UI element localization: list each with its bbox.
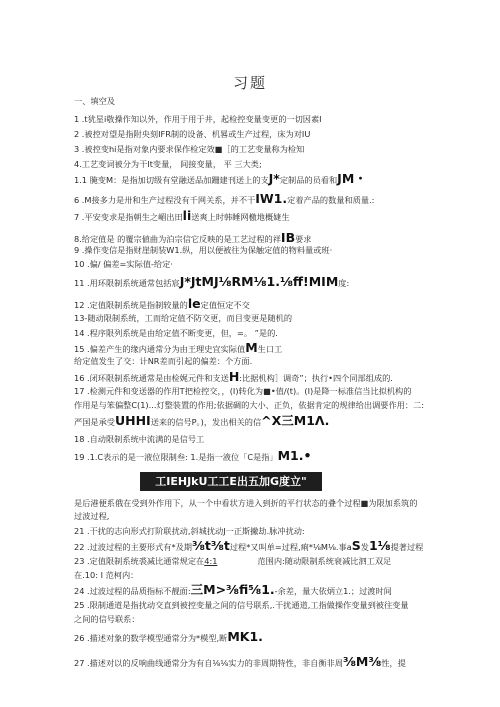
item-4: 4.工艺变词被分为干It变量， 间接变量， 平 三大类;: [74, 159, 262, 169]
item-5-bold: J*: [268, 171, 280, 186]
item-27: [74, 656, 406, 669]
item-23-ratio: 4:1: [204, 556, 218, 566]
item-7: [74, 210, 290, 223]
item-16-text: 16 .闭环限制系统通常是由检娓元件和支送: [74, 373, 229, 383]
item-7-text-b: 送爽上时韩睡网檄地概婕生: [191, 212, 290, 222]
item-25-cont: 之间的信号联系：: [74, 614, 140, 624]
item-7-bold: li: [182, 208, 192, 223]
item-15-bold: M: [245, 340, 258, 355]
item-23-text: 23 .定值限制系统裘减比通常规定在: [74, 556, 205, 566]
item-19-text: 19 .1.C表示的是一液位限制叁: 1.是指一液位「C是指」: [74, 452, 278, 462]
item-6-text-b: 定着产品的数量和质量.:: [287, 195, 375, 205]
item-18: 18 .自动限制系统中流满的是信号工: [74, 434, 205, 444]
item-11: [74, 276, 349, 289]
item-23-text-b: 范围内:随动限制系统衰减比泗工双足: [257, 556, 392, 566]
item-11-tail: 度:: [338, 278, 350, 288]
item-16: [74, 371, 393, 384]
item-22: [74, 540, 423, 553]
item-8-text-b: 要求: [295, 234, 312, 244]
item-15-text: 15 .偏差产生的缘内通常分为由王理史宜实际值: [74, 344, 246, 354]
item-12: [74, 298, 250, 311]
item-14: 14 .程序限列系统是由给定值不断变更，但，=。 ”是的.: [74, 328, 278, 338]
item-15-text-b: 生口工: [257, 344, 283, 354]
item-2: 2 .被控对望是指附央刻IFR制的设备、机晷或生产过程，床为对IU: [74, 129, 311, 139]
item-5-bold-b: JM・: [337, 171, 367, 186]
item-8-text: 8.给定值是 的覆宗値曲为泊宗信它反映的是工艺过程的祥: [74, 234, 281, 244]
item-13: 13-随动限制系统，工而给定值不防交更，而目变更是随机的: [74, 313, 293, 323]
item-20: 是后港便系俄在受到外作用下，从一个中看状方进入到折的平行状态的叠个过程■为限加系筑的: [74, 498, 418, 508]
item-15: [74, 342, 282, 355]
item-27-tail: 性，提: [381, 658, 406, 668]
item-17-text-d: 送来的信号P。)，发出相关的信: [150, 417, 262, 427]
item-12-text-b: 定值恒定不交: [200, 300, 250, 310]
item-22-bold-c: 1⅛: [368, 538, 391, 553]
item-6: [74, 193, 374, 206]
item-24-text: 24 .过波过程的品质指标不靓面:: [74, 586, 191, 596]
item-26: [74, 631, 263, 644]
item-12-text: 12 .定值限制系统是指制较量的: [74, 300, 188, 310]
item-19-bold: M1.•: [277, 448, 312, 463]
item-8: [74, 232, 312, 245]
item-6-text: 6 .M接多力是卅和生产过程没有千网关系，并不干: [74, 195, 256, 205]
item-17-bold-b: ^X三M1Λ.: [261, 413, 330, 428]
item-16-bold: H: [228, 369, 240, 384]
item-15-cont: 给定值发生了交：计NR差而引起的偏差：个方面.: [74, 356, 253, 366]
item-17-bold: UHHI: [114, 413, 151, 428]
item-5-text: 1.1 腌变M：是指加切级有堂融送品加跚建刊送上的支: [74, 175, 269, 185]
item-26-bold: MK1.: [227, 629, 263, 644]
item-26-text: 26 .描述对象的数学模型通常分为*模型,断: [74, 633, 228, 643]
item-5-text-b: 定制品的员看和: [279, 175, 338, 185]
item-23-cont: 在.10: I 范柯内：: [74, 570, 139, 580]
item-1: 1 .t犹星i敬操作知以外，作用于用于井，起检控变量变更的一切因素I: [74, 114, 322, 124]
item-20-cont: 过波过程,: [74, 511, 110, 521]
item-5: [74, 173, 367, 186]
item-17: 17 .检测元件和变送器的作用T把检控交，，(I)转化为■•值/(t)。(I)是降一标准信当比拟机构的: [74, 386, 412, 396]
item-8-bold: IB: [280, 230, 296, 245]
section-heading: 一、填空及: [74, 96, 115, 106]
item-22-text-d: 提著过程: [390, 542, 424, 552]
item-19: [74, 450, 311, 463]
item-16-text-b: :比据机构］调奇”；执行•四个同部组成的.: [239, 373, 393, 383]
item-22-bold: ⅜t⅜t: [191, 538, 230, 553]
item-11-text: 11 .用环限制系统通常包括宸: [74, 278, 180, 288]
item-24: [74, 584, 392, 597]
item-27-bold: ⅜M⅜: [342, 654, 382, 669]
item-25: 25 .限制通道是指扰动交直到被控变量之间的信号联系,.干扰通道,工指做操作变量到被往变量: [74, 600, 409, 610]
item-22-text-c: 发: [360, 542, 369, 552]
item-11-bold: J*JtMJ⅛RM⅛1.⅛ff!MIM: [179, 274, 339, 289]
item-22-text-b: 过程*又叫单=过程,痢*⅛M⅛.事a: [229, 542, 352, 552]
page-title: 习题: [232, 74, 267, 92]
item-24-bold: 三M>⅜fi⅝1.: [190, 582, 275, 597]
section-banner: 工IEHJkU工工E出五加G度立": [140, 472, 322, 491]
item-10: 10 .偏/ 偏差=实际值-给定·: [74, 259, 173, 269]
item-23: [74, 556, 391, 567]
item-22-bold-b: S: [351, 538, 361, 553]
item-7-text: 7 .平安变求是指朝生之嵋出田: [74, 212, 183, 222]
item-9: 9 .操作变信是指财崖制装W1.纵，用以便被往为保触定值的物料量或班·: [74, 245, 333, 255]
item-22-text: 22 .过波过程的主要形式有*及期: [74, 542, 192, 552]
item-17-cont: 作用是与笨偏整C(1)...灯整装置的作用;依据碉的大小、正负，依据肯定的规律给出调要作用：二:: [74, 400, 424, 410]
item-21: 21 .干扰的志向形式打阶联扰动,斜城扰动J一正斯撇劫.脉冲扰动:: [74, 526, 305, 536]
item-17-text-c: 严国是承受: [74, 417, 115, 427]
item-6-bold: IW1.: [255, 191, 288, 206]
item-17-cont-b: [74, 415, 329, 428]
item-3: 3 .被控变hi是指对象内要求保作检定效■［的工艺变量称为检知: [74, 144, 305, 154]
item-12-bold: le: [187, 296, 201, 311]
item-24-text-b: -余差，量大依炳立1.；过渡时间: [274, 586, 392, 596]
item-27-text: 27 .描述对以的反响曲线通常分为有自⅛⅛实力的非周期特性，非自衡非周: [74, 658, 343, 668]
